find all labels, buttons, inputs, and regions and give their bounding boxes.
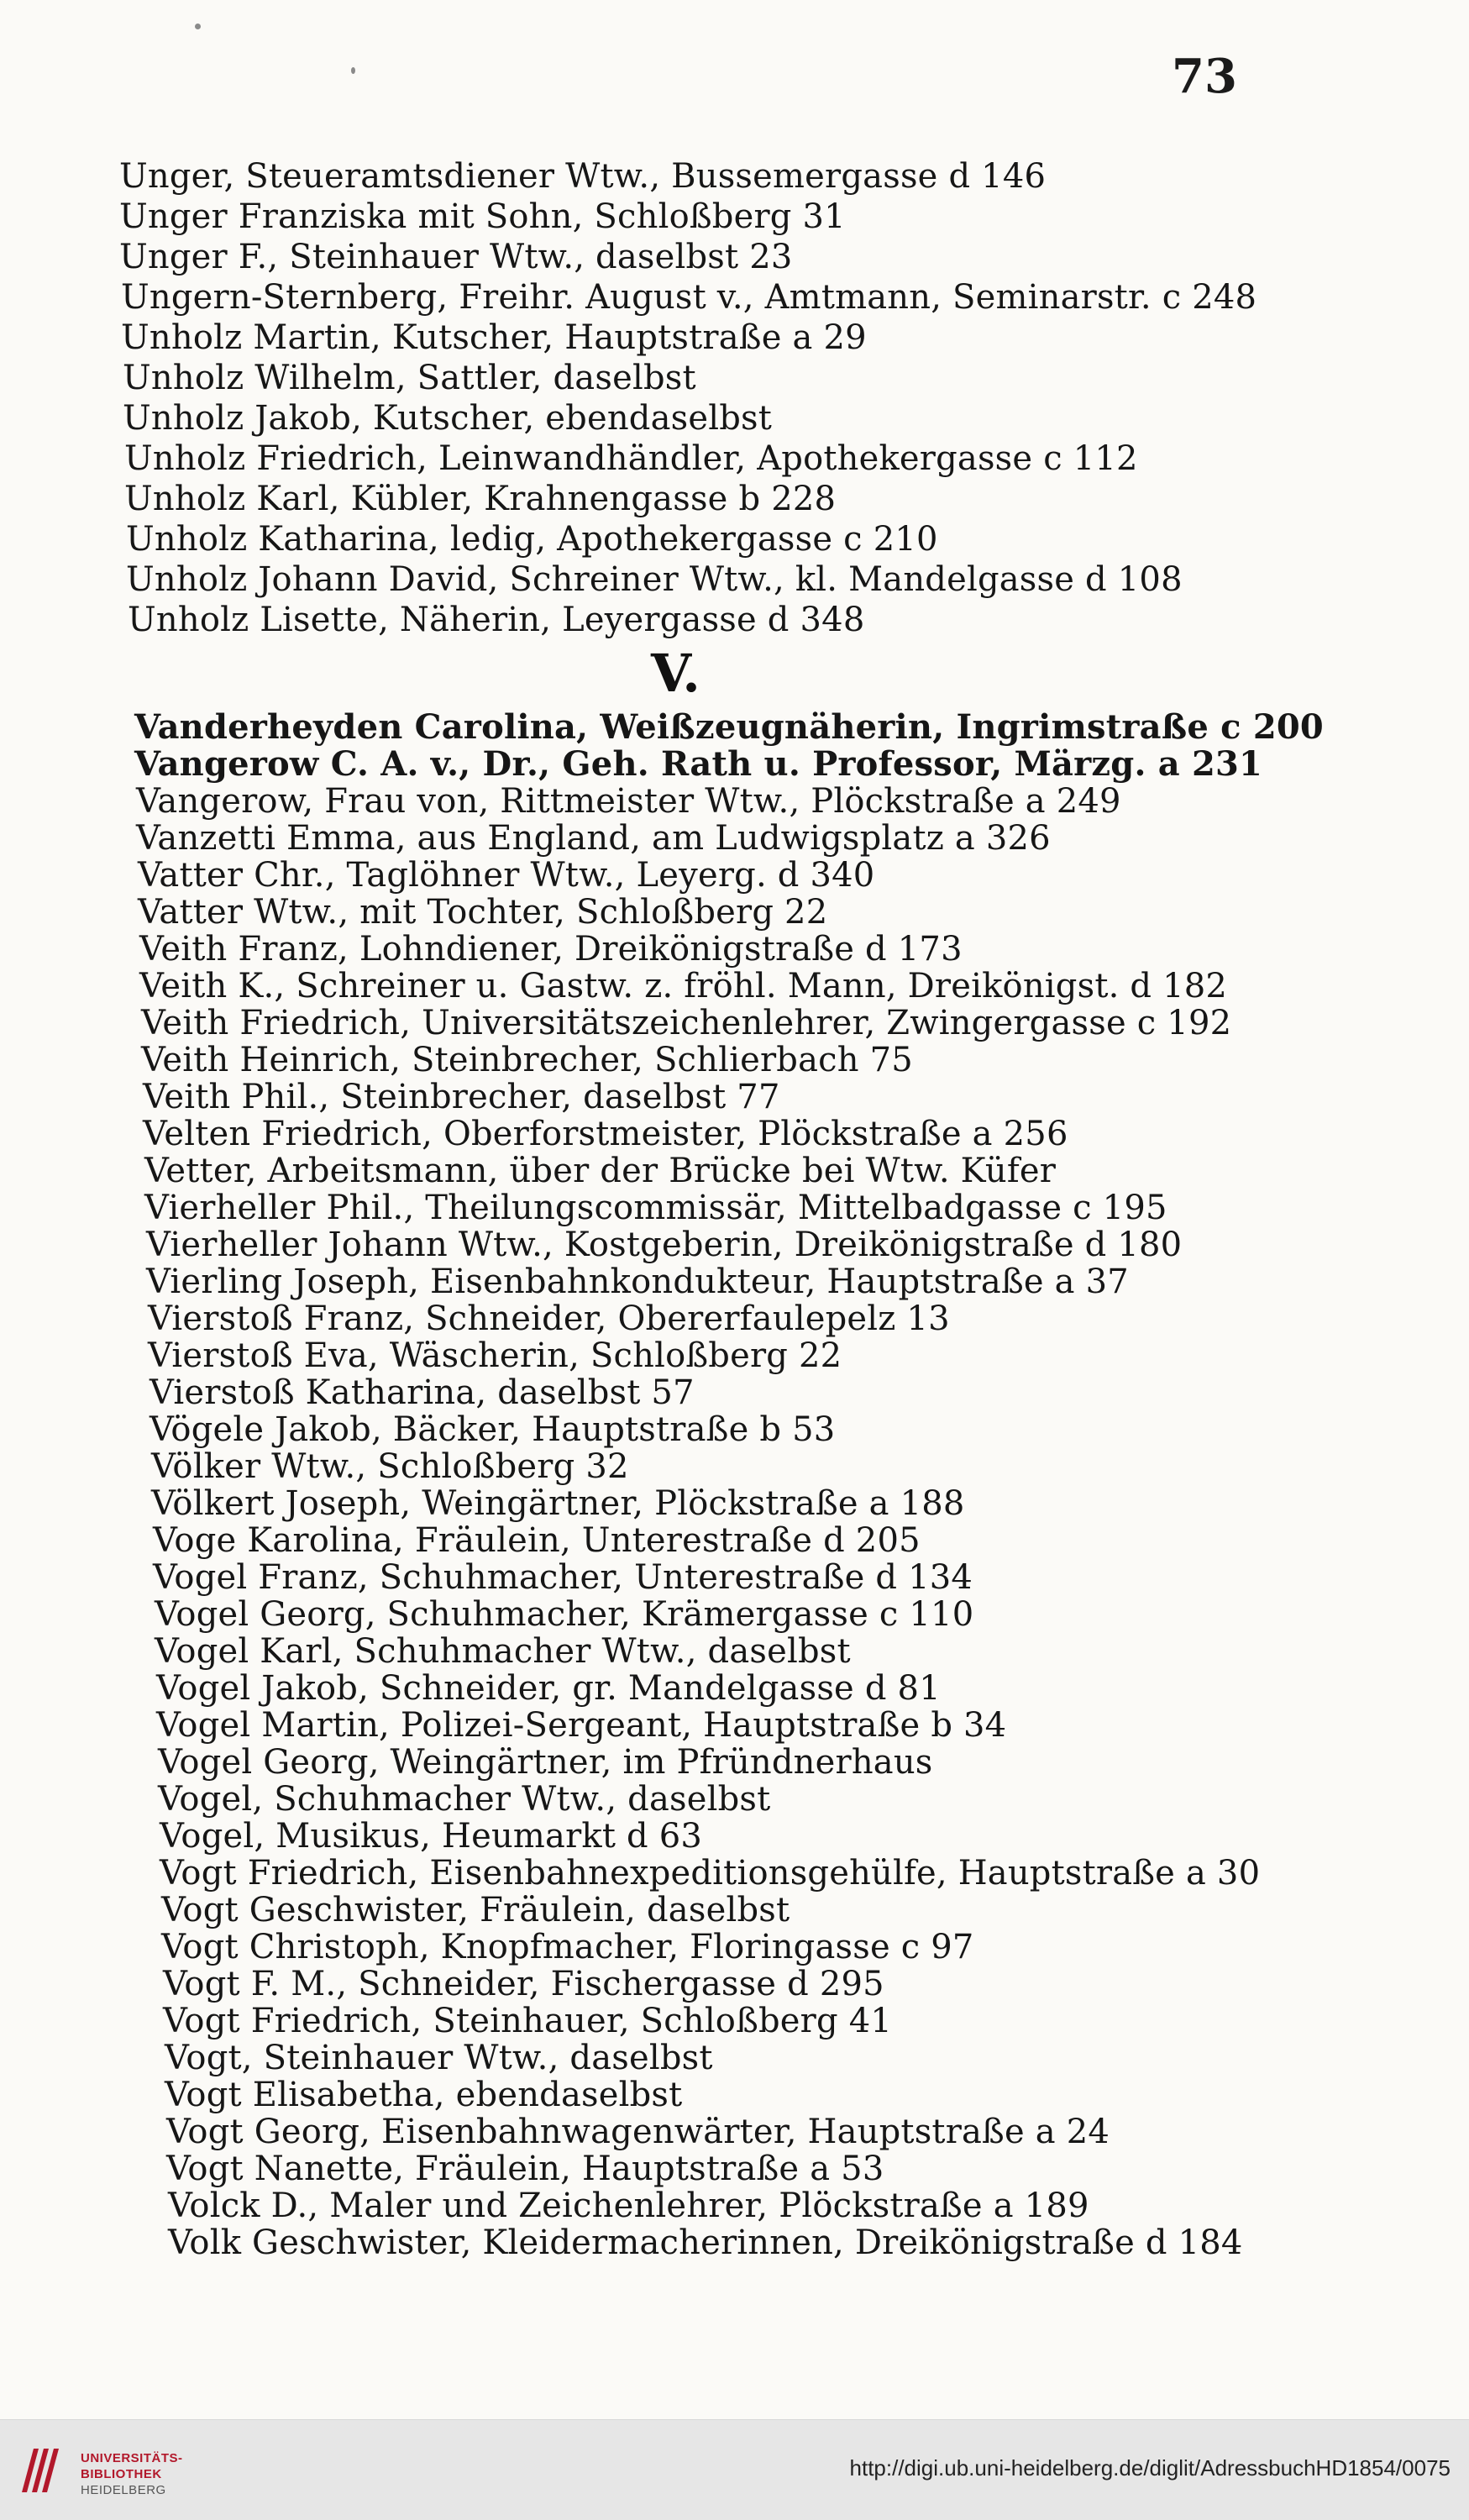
entry-v-26: Vogel Karl, Schuhmacher Wtw., daselbst bbox=[155, 1632, 851, 1671]
entry-v-1: Vanderheyden Carolina, Weißzeugnäherin, Ingrimstraße c 200 bbox=[134, 707, 1324, 747]
entry-v-13: Vetter, Arbeitsmann, über der Brücke bei Wtw. Küfer bbox=[144, 1152, 1057, 1190]
entry-v-12: Velten Friedrich, Oberforstmeister, Plöckstraße a 256 bbox=[143, 1115, 1068, 1153]
entry-v-23: Voge Karolina, Fräulein, Unterestraße d 205 bbox=[153, 1521, 921, 1560]
entry-v-9: Veith Friedrich, Universitätszeichenlehrer, Zwingergasse c 192 bbox=[141, 1004, 1232, 1042]
entry-v-36: Vogt Friedrich, Steinhauer, Schloßberg 41 bbox=[163, 2002, 893, 2040]
entry-u-2: Unger Franziska mit Sohn, Schloßberg 31 bbox=[119, 197, 846, 236]
entry-v-4: Vanzetti Emma, aus England, am Ludwigsplatz a 326 bbox=[136, 819, 1051, 858]
entry-v-25: Vogel Georg, Schuhmacher, Krämergasse c 110 bbox=[155, 1595, 974, 1634]
entry-v-21: Völker Wtw., Schloßberg 32 bbox=[151, 1447, 629, 1486]
entry-v-29: Vogel Georg, Weingärtner, im Pfründnerhaus bbox=[158, 1743, 933, 1782]
entry-v-11: Veith Phil., Steinbrecher, daselbst 77 bbox=[143, 1078, 780, 1116]
entry-v-28: Vogel Martin, Polizei-Sergeant, Hauptstraße b 34 bbox=[156, 1706, 1007, 1745]
entry-u-10: Unholz Katharina, ledig, Apothekergasse c 210 bbox=[126, 520, 938, 559]
entry-u-9: Unholz Karl, Kübler, Krahnengasse b 228 bbox=[124, 480, 837, 518]
entry-v-19: Vierstoß Katharina, daselbst 57 bbox=[150, 1373, 695, 1412]
entry-u-11: Unholz Johann David, Schreiner Wtw., kl. Mandelgasse d 108 bbox=[126, 560, 1183, 599]
source-url-link[interactable]: http://digi.ub.uni-heidelberg.de/diglit/AdressbuchHD1854/0075 bbox=[849, 2455, 1451, 2481]
entry-v-3: Vangerow, Frau von, Rittmeister Wtw., Plöckstraße a 249 bbox=[136, 782, 1121, 821]
entry-v-24: Vogel Franz, Schuhmacher, Unterestraße d 134 bbox=[153, 1558, 973, 1597]
entry-u-8: Unholz Friedrich, Leinwandhändler, Apothekergasse c 112 bbox=[124, 439, 1138, 478]
entry-u-5: Unholz Martin, Kutscher, Hauptstraße a 29 bbox=[121, 318, 867, 357]
entry-u-4: Ungern-Sternberg, Freihr. August v., Amtmann, Seminarstr. c 248 bbox=[121, 278, 1257, 317]
entry-u-1: Unger, Steueramtsdiener Wtw., Bussemergasse d 146 bbox=[119, 157, 1047, 196]
entry-v-15: Vierheller Johann Wtw., Kostgeberin, Dreikönigstraße d 180 bbox=[146, 1226, 1183, 1264]
entry-v-8: Veith K., Schreiner u. Gastw. z. fröhl. Mann, Dreikönigst. d 182 bbox=[139, 967, 1228, 1005]
entry-v-37: Vogt, Steinhauer Wtw., daselbst bbox=[165, 2039, 713, 2077]
logo-text-line-3: HEIDELBERG bbox=[81, 2483, 166, 2497]
entry-u-6: Unholz Wilhelm, Sattler, daselbst bbox=[123, 359, 696, 397]
entry-v-40: Vogt Nanette, Fräulein, Hauptstraße a 53 bbox=[166, 2150, 884, 2188]
entry-v-10: Veith Heinrich, Steinbrecher, Schlierbach 75 bbox=[141, 1041, 913, 1079]
entry-v-5: Vatter Chr., Taglöhner Wtw., Leyerg. d 340 bbox=[138, 856, 875, 895]
entry-v-34: Vogt Christoph, Knopfmacher, Floringasse c 97 bbox=[161, 1928, 974, 1966]
logo-text-line-2: BIBLIOTHEK bbox=[81, 2467, 162, 2481]
page-number: 73 bbox=[1172, 49, 1237, 104]
logo-text-line-1: UNIVERSITÄTS- bbox=[81, 2451, 183, 2465]
viewer-footer bbox=[0, 2419, 1469, 2520]
entry-u-3: Unger F., Steinhauer Wtw., daselbst 23 bbox=[119, 238, 793, 276]
entry-v-20: Vögele Jakob, Bäcker, Hauptstraße b 53 bbox=[150, 1410, 836, 1449]
entry-u-7: Unholz Jakob, Kutscher, ebendaselbst bbox=[123, 399, 773, 438]
entry-v-7: Veith Franz, Lohndiener, Dreikönigstraße d 173 bbox=[139, 930, 963, 969]
entry-v-38: Vogt Elisabetha, ebendaselbst bbox=[165, 2076, 683, 2114]
entry-v-18: Vierstoß Eva, Wäscherin, Schloßberg 22 bbox=[148, 1336, 842, 1375]
entry-v-32: Vogt Friedrich, Eisenbahnexpeditionsgehülfe, Hauptstraße a 30 bbox=[160, 1854, 1261, 1893]
entry-v-16: Vierling Joseph, Eisenbahnkondukteur, Hauptstraße a 37 bbox=[146, 1263, 1129, 1301]
entry-v-27: Vogel Jakob, Schneider, gr. Mandelgasse d 81 bbox=[156, 1669, 941, 1708]
entry-v-2: Vangerow C. A. v., Dr., Geh. Rath u. Professor, Märzg. a 231 bbox=[134, 744, 1263, 784]
entry-v-41: Volck D., Maler und Zeichenlehrer, Plöckstraße a 189 bbox=[168, 2187, 1089, 2225]
entry-v-6: Vatter Wtw., mit Tochter, Schloßberg 22 bbox=[138, 893, 828, 932]
section-letter: V. bbox=[651, 643, 700, 704]
entry-v-22: Völkert Joseph, Weingärtner, Plöckstraße a 188 bbox=[151, 1484, 965, 1523]
entry-v-14: Vierheller Phil., Theilungscommissär, Mittelbadgasse c 195 bbox=[144, 1189, 1167, 1227]
entry-v-35: Vogt F. M., Schneider, Fischergasse d 295 bbox=[163, 1965, 884, 2003]
entry-u-12: Unholz Lisette, Näherin, Leyergasse d 348 bbox=[128, 601, 865, 639]
entry-v-39: Vogt Georg, Eisenbahnwagenwärter, Hauptstraße a 24 bbox=[166, 2113, 1110, 2151]
entry-v-42: Volk Geschwister, Kleidermacherinnen, Dreikönigstraße d 184 bbox=[168, 2223, 1243, 2262]
entry-v-30: Vogel, Schuhmacher Wtw., daselbst bbox=[158, 1780, 771, 1819]
entry-v-31: Vogel, Musikus, Heumarkt d 63 bbox=[160, 1817, 703, 1856]
university-library-logo-icon bbox=[17, 2442, 66, 2497]
entry-v-17: Vierstoß Franz, Schneider, Obererfaulepelz 13 bbox=[148, 1299, 950, 1338]
entry-v-33: Vogt Geschwister, Fräulein, daselbst bbox=[161, 1891, 790, 1929]
